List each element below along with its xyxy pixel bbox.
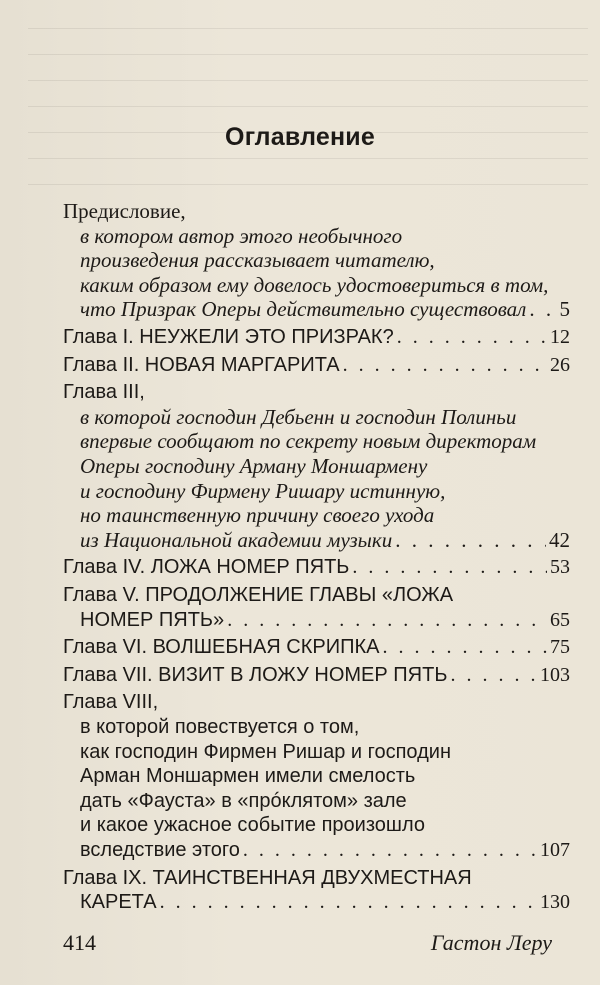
toc-text: но таинственную причину своего ухода [80,503,435,527]
toc-text: Глава II. НОВАЯ МАРГАРИТА [63,354,340,376]
toc-text: и какое ужасное событие произошло [80,814,425,836]
toc-entry-chapter-8-line [80,763,415,789]
toc-entry-chapter-3-line [80,453,427,479]
toc-text: Глава VII. ВИЗИТ В ЛОЖУ НОМЕР ПЯТЬ [63,664,448,686]
toc-entry-preface-last [80,296,570,322]
toc-entry-chapter-4 [63,554,570,580]
page-number: 107 [540,839,570,861]
toc-text: вследствие этого [80,839,240,861]
page-number: 130 [540,891,570,913]
toc-text: из Национальной академии музыки [80,528,393,552]
toc-text: и господину Фирмену Ришару истинную, [80,479,446,503]
page-number: 42 [549,528,570,552]
dot-leader [227,607,547,633]
author-running-footer: Гастон Леру [430,930,552,955]
page-number-footer: 414 [63,930,96,955]
toc-entry-chapter-3-line [80,404,516,430]
toc-entry-chapter-8-line [80,812,425,838]
toc-entry-chapter-5-heading [63,582,453,608]
toc-text: Глава VIII, [63,691,159,713]
toc-entry-preface-line [80,247,435,273]
toc-entry-chapter-8-heading [63,689,158,715]
toc-entry-chapter-3-line [80,502,434,528]
page-number: 103 [540,664,570,686]
toc-text: Глава III, [63,381,145,403]
toc-entry-chapter-9-heading [63,865,472,891]
page-number: 5 [559,297,570,321]
page-number: 26 [550,354,570,376]
dot-leader [395,527,546,553]
toc-entry-chapter-2 [63,352,570,378]
page-title: Оглавление [225,123,375,151]
toc-entry-chapter-6 [63,634,570,660]
toc-entry-chapter-1 [63,324,570,350]
toc-text: Глава IX. ТАИНСТВЕННАЯ ДВУХМЕСТНАЯ [63,867,472,889]
toc-entry-chapter-3-heading [63,379,145,405]
toc-entry-preface-line [80,272,548,298]
toc-text: как господин Фирмен Ришар и господин [80,741,451,763]
page-number: 12 [550,326,570,348]
toc-entry-preface-heading [63,198,186,224]
toc-entry-chapter-8-line [80,714,359,740]
toc-entry-chapter-7 [63,662,570,688]
toc-text: в котором автор этого необычного [80,224,403,248]
toc-entry-chapter-9-last [80,889,570,915]
toc-entry-chapter-8-line [80,788,407,814]
toc-text: НОМЕР ПЯТЬ» [80,609,225,631]
toc-entry-chapter-3-line [80,478,445,504]
toc-text: впервые сообщают по секрету новым директорам [80,429,537,453]
toc-text: КАРЕТА [80,891,157,913]
toc-text: что Призрак Оперы действительно существовал [80,297,527,321]
toc-text: Глава V. ПРОДОЛЖЕНИЕ ГЛАВЫ «ЛОЖА [63,584,454,606]
page-number: 65 [550,609,570,631]
toc-text: Глава VI. ВОЛШЕБНАЯ СКРИПКА [63,636,380,658]
dot-leader [160,889,537,915]
toc-text: Предисловие, [63,199,186,223]
dot-leader [450,662,537,688]
dot-leader [529,296,556,322]
toc-text: Глава I. НЕУЖЕЛИ ЭТО ПРИЗРАК? [63,326,394,348]
toc-entry-chapter-8-line [80,739,451,765]
toc-text: в которой повествуется о том, [80,716,360,738]
toc-entry-preface-line [80,223,402,249]
toc-entry-chapter-3-last [80,527,570,553]
toc-text: Оперы господину Арману Моншармену [80,454,428,478]
toc-entry-chapter-8-last [80,837,570,863]
toc-entry-chapter-5-last [80,607,570,633]
toc-entry-chapter-3-line [80,428,536,454]
toc-text: Глава IV. ЛОЖА НОМЕР ПЯТЬ [63,556,350,578]
toc-text: каким образом ему довелось удостовериться в том, [80,273,549,297]
dot-leader [243,837,537,863]
toc-text: в которой господин Дебьенн и господин Полиньи [80,405,517,429]
dot-leader [352,554,547,580]
toc-text: Арман Моншармен имели смелость [80,765,416,787]
dot-leader [397,324,547,350]
toc-text: произведения рассказывает читателю, [80,248,435,272]
page-number: 75 [550,636,570,658]
toc-text: дать «Фауста» в «прóклятом» зале [80,790,407,812]
dot-leader [343,352,547,378]
page-number: 53 [550,556,570,578]
dot-leader [382,634,547,660]
